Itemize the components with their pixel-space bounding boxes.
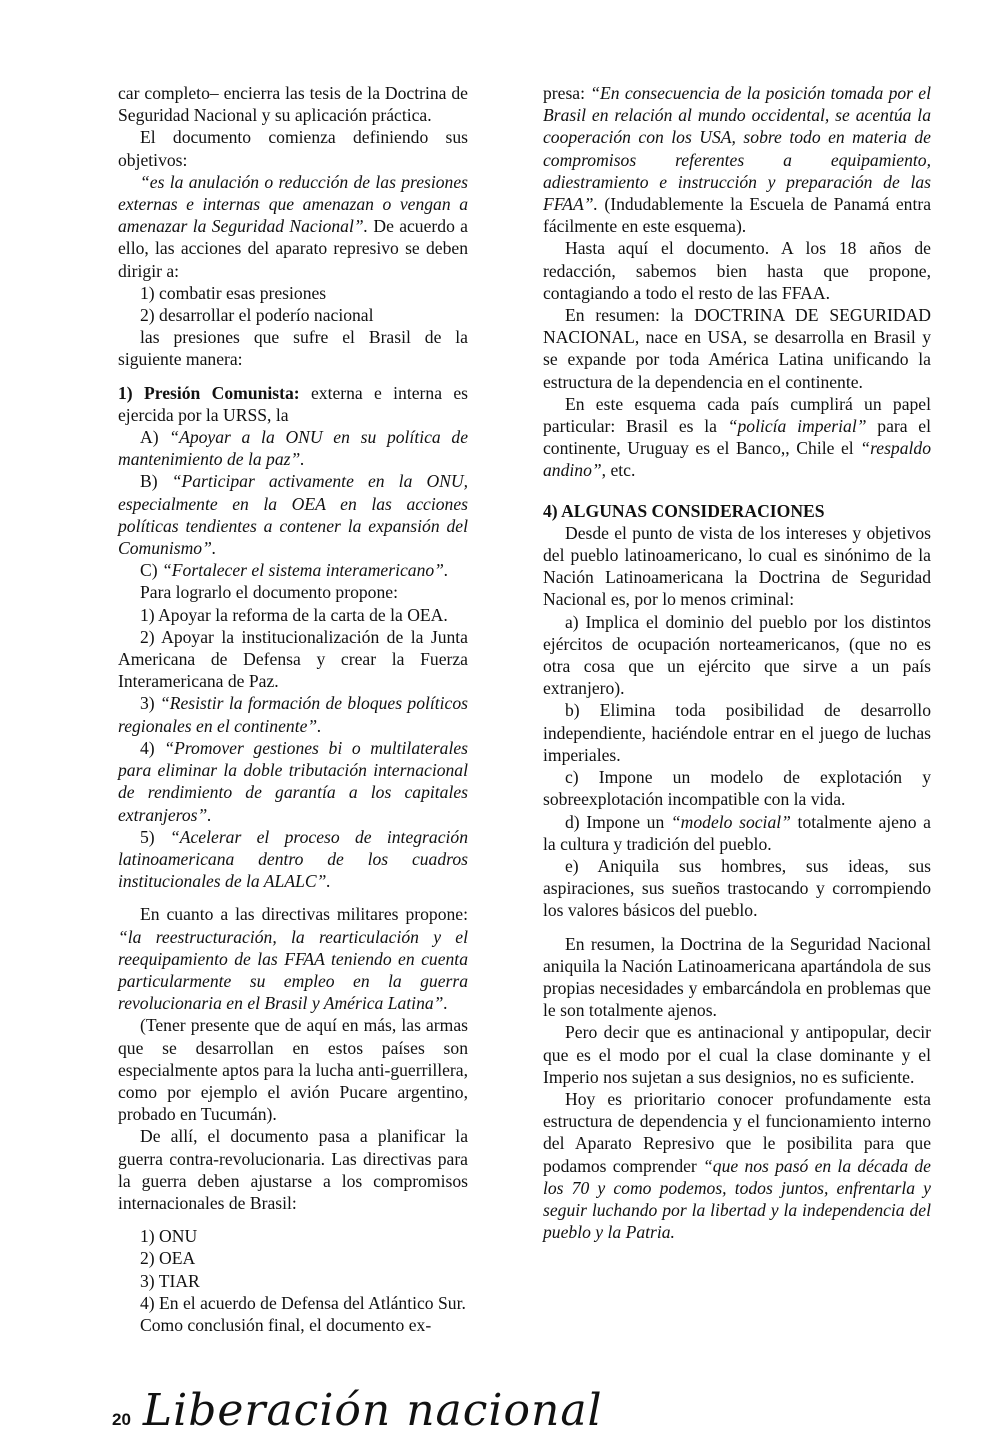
text-run: presa: bbox=[543, 83, 591, 103]
italic-quote: “es la anulación o reducción de las presiones externas e internas que amenazan o vengan a amenazar la Seguridad Nacional”. bbox=[118, 171, 468, 237]
spacer bbox=[118, 892, 468, 903]
paragraph: c) Impone un modelo de explotación y sobreexplotación incompatible con la vida. bbox=[543, 767, 931, 810]
paragraph bbox=[543, 811, 931, 855]
paragraph: 2) OEA bbox=[140, 1248, 196, 1269]
paragraph: Para lograrlo el documento propone: bbox=[140, 582, 398, 603]
paragraph bbox=[118, 826, 468, 893]
paragraph bbox=[118, 171, 468, 282]
italic-quote: “Fortalecer el sistema interamericano”. bbox=[162, 560, 449, 581]
italic-quote: “Promover gestiones bi o multilaterales para eliminar la doble tributación internacional de rendimiento de garantía a los capitales extranjeros”. bbox=[118, 737, 469, 825]
text-run: En cuanto a las directivas militares propone: bbox=[140, 904, 468, 925]
paragraph: Pero decir que es antinacional y antipopular, decir que es el modo por el cual la clase dominante y el Imperio nos sujetan a sus designios, no es suficiente. bbox=[543, 1022, 931, 1087]
italic-quote: “que nos pasó en la década de los 70 y como podemos, todos juntos, enfrentarla y seguir luchando por la libertad y la independencia del pueblo y la Patria. bbox=[543, 1155, 931, 1243]
text-run: Hoy es prioritario conocer profundamente esta estructura de dependencia y el funcionamiento interno del Aparato Represivo que le posibilita para que podamos comprender bbox=[543, 1088, 931, 1176]
page-number: 20 bbox=[112, 1410, 131, 1429]
paragraph: las presiones que sufre el Brasil de la siguiente manera: bbox=[118, 327, 468, 370]
paragraph bbox=[543, 82, 931, 237]
section-heading: 4) ALGUNAS CONSIDERACIONES bbox=[543, 500, 825, 521]
text-run: (Indudablemente la Escuela de Panamá entra fácilmente en este esquema). bbox=[543, 194, 931, 237]
text-run: para el continente, Uruguay es el Banco,, Chile el bbox=[543, 416, 931, 459]
paragraph: En resumen, la Doctrina de la Seguridad Nacional aniquila la Nación Latinoamericana apartándola de sus propias necesidades y embarcándola en problemas que le son totalmente ajenos. bbox=[543, 933, 931, 1021]
paragraph bbox=[118, 470, 468, 559]
spacer bbox=[118, 1214, 468, 1225]
paragraph bbox=[118, 737, 468, 826]
paragraph bbox=[118, 559, 468, 581]
italic-quote: “la reestructuración, la rearticulación y el reequipamiento de las FFAA teniendo en cuenta particularmente su empleo en la guerra revolucionaria en el Brasil y América Latina”. bbox=[118, 926, 468, 1014]
paragraph bbox=[118, 426, 468, 470]
paragraph bbox=[118, 903, 468, 1014]
text-run: 1) Presión Comunista: bbox=[118, 382, 300, 403]
text-run: d) Impone un bbox=[565, 811, 671, 832]
spacer bbox=[118, 371, 468, 382]
paragraph: De allí, el documento pasa a planificar la guerra contra-revolucionaria. Las directivas para la guerra deben ajustarse a los compromisos internacionales de Brasil: bbox=[118, 1126, 468, 1213]
paragraph: b) Elimina toda posibilidad de desarrollo independiente, haciéndole entrar en el juego de luchas imperiales. bbox=[543, 700, 931, 765]
paragraph: e) Aniquila sus hombres, sus ideas, sus aspiraciones, sus sueños trastocando y corrompiendo los valores básicos del pueblo. bbox=[543, 855, 931, 921]
text-run: B) bbox=[140, 471, 172, 492]
text-run: De acuerdo a ello, las acciones del aparato represivo se deben dirigir a: bbox=[118, 216, 468, 281]
paragraph: 1) ONU bbox=[140, 1226, 198, 1247]
text-run: C) bbox=[140, 560, 162, 581]
paragraph: 4) En el acuerdo de Defensa del Atlántico Sur. bbox=[140, 1292, 466, 1313]
text-run: 3) bbox=[140, 693, 160, 714]
paragraph: 1) Apoyar la reforma de la carta de la OEA. bbox=[140, 604, 448, 625]
italic-quote: “modelo social” bbox=[670, 811, 791, 832]
text-run: 5) bbox=[140, 826, 170, 847]
paragraph: Hasta aquí el documento. A los 18 años de redacción, sabemos bien hasta que propone, contagiando a todo el resto de las FFAA. bbox=[543, 238, 931, 303]
paragraph: car completo– encierra las tesis de la Doctrina de Seguridad Nacional y su aplicación práctica. bbox=[118, 83, 468, 126]
right-column bbox=[543, 82, 931, 1243]
paragraph: 2) desarrollar el poderío nacional bbox=[140, 305, 374, 326]
paragraph: 3) TIAR bbox=[140, 1270, 200, 1291]
paragraph: Como conclusión final, el documento ex- bbox=[140, 1314, 432, 1335]
paragraph bbox=[543, 393, 931, 482]
paragraph: (Tener presente que de aquí en más, las armas que se desarrollan en estos países son especialmente aptos para la lucha anti-guerrillera, como por ejemplo el avión Pucare argentino, probado en Tucumán). bbox=[118, 1015, 468, 1125]
italic-quote: “Resistir la formación de bloques políticos regionales en el continente”. bbox=[118, 693, 468, 736]
publication-masthead: Liberación nacional bbox=[142, 1385, 603, 1436]
page-footer bbox=[112, 1385, 603, 1445]
spacer bbox=[543, 482, 931, 500]
left-column bbox=[118, 82, 468, 1336]
italic-quote: “policía imperial” bbox=[727, 416, 867, 437]
text-run: totalmente ajeno a la cultura y tradición del pueblo. bbox=[543, 811, 931, 854]
paragraph bbox=[118, 692, 468, 736]
text-run: En este esquema cada país cumplirá un papel particular: Brasil es la bbox=[543, 393, 931, 437]
text-run: externa e interna es ejercida por la URSS, la bbox=[118, 382, 468, 425]
italic-quote: “Apoyar a la ONU en su política de mantenimiento de la paz”. bbox=[118, 427, 469, 470]
text-run: 4) bbox=[140, 737, 165, 758]
italic-quote: “Acelerar el proceso de integración latinoamericana dentro de los cuadros institucionales de la ALALC”. bbox=[118, 826, 468, 892]
italic-quote: “En consecuencia de la posición tomada por el Brasil en relación al mundo occidental, se acentúa la cooperación con los USA, sobre todo en materia de compromisos referentes a equipamiento, adiestramiento e instrucción y preparación de las FFAA”. bbox=[543, 83, 931, 215]
paragraph: 2) Apoyar la institucionalización de la Junta Americana de Defensa y crear la Fuerza Interamericana de Paz. bbox=[118, 626, 468, 692]
spacer bbox=[543, 922, 931, 933]
text-run: , etc. bbox=[601, 460, 636, 481]
paragraph: 1) combatir esas presiones bbox=[140, 282, 327, 303]
paragraph: El documento comienza definiendo sus objetivos: bbox=[118, 127, 468, 170]
paragraph bbox=[118, 382, 468, 426]
paragraph: Desde el punto de vista de los intereses y objetivos del pueblo latinoamericano, lo cual es sinónimo de la Nación Latinoamericana la Doctrina de Seguridad Nacional es, por lo menos criminal: bbox=[543, 522, 931, 610]
italic-quote: “respaldo andino” bbox=[543, 438, 931, 481]
paragraph bbox=[543, 1088, 931, 1243]
paragraph: En resumen: la DOCTRINA DE SEGURIDAD NACIONAL, nace en USA, se desarrolla en Brasil y se expande por toda América Latina unificando la estructura de la dependencia en el continente. bbox=[543, 305, 931, 392]
paragraph: a) Implica el dominio del pueblo por los distintos ejércitos de ocupación norteamericanos, (que no es otra cosa que un ejército que sirve a un país extranjero). bbox=[543, 611, 931, 699]
italic-quote: “Participar activamente en la ONU, especialmente en la OEA en las acciones políticas tendientes a contener la expansión del Comunismo”. bbox=[118, 471, 469, 559]
text-run: A) bbox=[140, 427, 170, 448]
